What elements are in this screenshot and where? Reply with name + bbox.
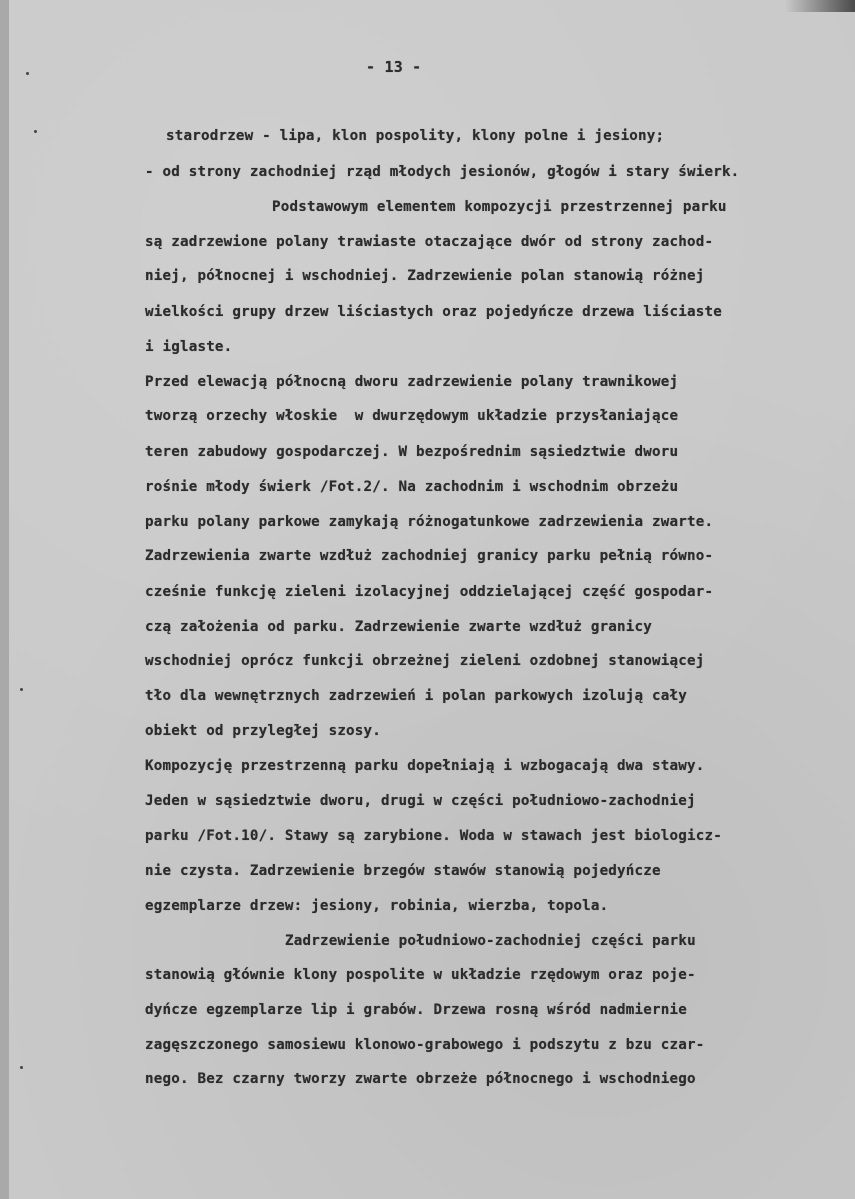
margin-mark [34, 130, 37, 133]
text-line: rośnie młody świerk /Fot.2/. Na zachodnim i wschodnim obrzeżu [145, 479, 679, 495]
page-number: - 13 - [366, 58, 422, 76]
text-line: Przed elewacją północną dworu zadrzewienie polany trawnikowej [145, 374, 679, 390]
text-line: Zadrzewienie południowo-zachodniej części parku [285, 933, 696, 949]
text-line: egzemplarze drzew: jesiony, robinia, wierzba, topola. [145, 898, 609, 914]
text-line: teren zabudowy gospodarczej. W bezpośrednim sąsiedztwie dworu [145, 444, 679, 460]
text-line: obiekt od przyległej szosy. [145, 723, 382, 739]
text-line: tło dla wewnętrznych zadrzewień i polan parkowych izolują cały [145, 688, 687, 704]
text-line: wielkości grupy drzew liściastych oraz pojedyńcze drzewa liściaste [145, 304, 722, 320]
text-line: nego. Bez czarny tworzy zwarte obrzeże północnego i wschodniego [145, 1071, 696, 1087]
scan-corner-shadow [785, 0, 855, 12]
text-line: parku /Fot.10/. Stawy są zarybione. Woda w stawach jest biologicz- [145, 828, 722, 844]
text-line: dyńcze egzemplarze lip i grabów. Drzewa rosną wśród nadmiernie [145, 1002, 687, 1018]
text-line: stanowią głównie klony pospolite w układzie rzędowym oraz poje- [145, 967, 696, 983]
text-line: wschodniej oprócz funkcji obrzeżnej zieleni ozdobnej stanowiącej [145, 653, 705, 669]
text-line: cześnie funkcję zieleni izolacyjnej oddzielającej część gospodar- [145, 584, 714, 600]
text-line: starodrzew - lipa, klon pospolity, klony polne i jesiony; [166, 128, 665, 144]
text-line: Podstawowym elementem kompozycji przestrzennej parku [272, 199, 727, 215]
text-line: i iglaste. [145, 339, 233, 355]
scan-page-edge [0, 0, 9, 1199]
text-line: czą założenia od parku. Zadrzewienie zwarte wzdłuż granicy [145, 619, 653, 635]
text-line: niej, północnej i wschodniej. Zadrzewienie polan stanowią różnej [145, 268, 705, 284]
text-line: Zadrzewienia zwarte wzdłuż zachodniej granicy parku pełnią równo- [145, 548, 714, 564]
text-line: tworzą orzechy włoskie w dwurzędowym układzie przysłaniające [145, 408, 679, 424]
text-line: Kompozycję przestrzenną parku dopełniają i wzbogacają dwa stawy. [145, 758, 705, 774]
text-line: Jeden w sąsiedztwie dworu, drugi w części południowo-zachodniej [145, 793, 696, 809]
text-line: parku polany parkowe zamykają różnogatunkowe zadrzewienia zwarte. [145, 514, 714, 530]
text-line: - od strony zachodniej rząd młodych jesionów, głogów i stary świerk. [145, 164, 740, 180]
margin-mark [20, 1066, 23, 1069]
text-line: zagęszczonego samosiewu klonowo-grabowego i podszytu z bzu czar- [145, 1037, 705, 1053]
margin-mark [20, 688, 23, 691]
margin-mark [26, 72, 29, 75]
text-line: nie czysta. Zadrzewienie brzegów stawów stanowią pojedyńcze [145, 863, 661, 879]
text-line: są zadrzewione polany trawiaste otaczające dwór od strony zachod- [145, 234, 714, 250]
